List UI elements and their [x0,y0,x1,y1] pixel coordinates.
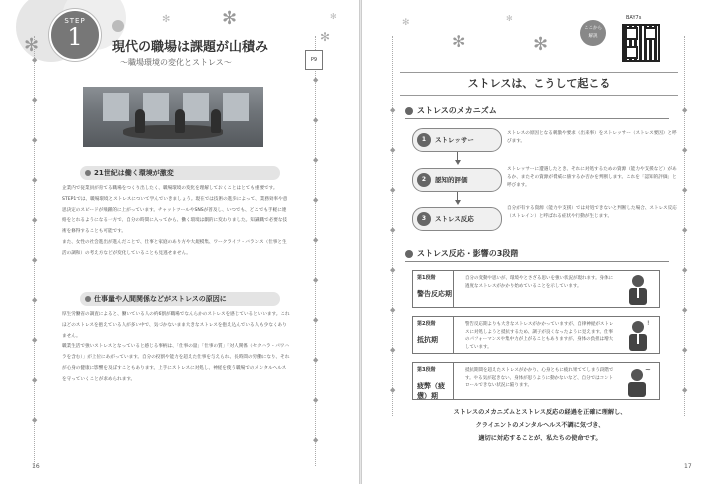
flower-icon: ✻ [452,32,466,51]
step-number: 2 [417,173,431,187]
stage-card [412,362,660,400]
step-label: ストレッサー [435,136,474,144]
page-number: 16 [32,463,40,470]
section-heading: ストレスのメカニズム [405,104,669,119]
page-title: ストレスは、こうして起こる [400,72,678,96]
businessman-figure [623,365,653,397]
step-number: 3 [417,212,431,226]
step-badge [49,9,101,61]
flower-icon: ✻ [24,35,40,56]
qr-label: BAY7s [626,15,642,21]
left-page [0,0,359,484]
step-number: 1 [67,23,83,51]
flower-icon: ✻ [222,8,238,29]
page-badge: P9 [305,50,323,70]
section-heading: 21世紀は働く環境が激変 [80,166,280,180]
mechanism-step [412,128,502,152]
svg-text:!: ! [647,320,650,327]
conclusion-line: ストレスのメカニズムとストレス反応の経過を正確に理解し、 [453,409,627,416]
step-number: 1 [417,133,431,147]
stage-desc: 警告反応期よりも大きなストレスがかかっていますが、自律神経がストレスに対処しようと抵抗するため、調子が良くなったように見えます。仕事のパフォーマンスや集中力が上がることもありますが、身体の負担は増大しています。 [465,322,614,350]
stage-num: 第1段階 [417,275,436,281]
mechanism-step [412,207,502,231]
section-heading: 仕事量や人間関係などがストレスの原因に [80,292,280,306]
mechanism-step [412,168,502,192]
down-arrow-icon [455,200,461,205]
mechanism-desc: ストレスの原因となる刺激や要求（出来事）をストレッサー（ストレス要因）と呼びます。 [507,131,677,144]
paragraph: また、女性の社会進出が進んだことで、仕事と家庭のあり方や大規模集、ワークライフ・バランス（仕事と生活の調和）の考え方などが変化していることも見逃せません。 [62,239,287,256]
step-label: STEP [64,17,86,25]
page-title: 現代の職場は課題が山積み [112,40,269,55]
down-arrow-icon [455,160,461,165]
conclusion-line: クライエントのメンタルヘルス不調に気づき、 [475,422,605,429]
flower-icon: ✻ [162,14,171,25]
decorative-vine: ◆ ◆ ◆ ◆ ◆ ◆ ◆ ◆ ◆ ◆ [34,36,45,466]
stage-name: 警告反応期 [417,290,452,298]
businessman-figure [623,273,653,305]
qr-code[interactable] [622,24,660,62]
decorative-dot [112,20,124,32]
mechanism-desc: ストレッサーに遭遇したとき、それに対処するための資源（能力や支援など）があるか、またその資源が脅威に値するか否かを判断します。これを「認知的評価」と呼びます。 [507,167,677,188]
stage-name: 疲弊（疲憊）期 [417,382,445,400]
arrow-line [457,192,458,200]
section-heading: ストレス反応・影響の3段階 [405,247,669,262]
step-label: ストレス反応 [435,215,474,223]
page-number: 17 [684,463,692,470]
svg-text:~: ~ [645,366,651,374]
businessman-figure [623,319,653,351]
conclusion [410,406,670,445]
mechanism-desc: 自分が有する資源（能力や支援）では対処できないと判断した場合、ストレス反応（ストレイン）と呼ばれる症状や行動が生じます。 [507,206,677,219]
stage-desc: 自分の変動や思いが、環境やとさざる思いを強い状況が現れます。身体に過度なストレスがかかり始めていることを示しています。 [465,276,614,289]
flower-icon: ✻ [506,14,513,23]
page-subtitle: 〜職場環境の変化とストレス〜 [120,58,232,67]
decorative-vine: ◆ ◆ ◆ ◆ ◆ ◆ ◆ ◆ [392,36,403,416]
stage-num: 第2段階 [417,321,436,327]
step-label: 認知的評価 [435,176,468,184]
flower-icon: ✻ [533,34,549,55]
office-photo [83,87,263,147]
conclusion-line: 適切に対応することが、私たちの使命です。 [478,435,602,442]
qr-tag-line2: 解説 [588,34,598,39]
stage-num: 第3段階 [417,367,436,373]
stage-desc: 抵抗期間を超えたストレスがかかり、心身ともに疲れ果ててしまう段階です。やる気が起きない、身体が思うように動かないなど、自分ではコントロールできない状況に陥ります。 [465,368,614,388]
stage-card [412,270,660,308]
qr-tag [580,20,606,46]
stage-name: 抵抗期 [417,336,438,344]
arrow-line [457,152,458,160]
paragraph: 厚生労働省の調査によると、働いている人の約6割が職場でなんらかのストレスを感じているといいます。これほどのストレスを抱えている人が多い中で、気づかないまま大きなストレスを抱え込んでいる人も少なくありません。 [62,312,290,339]
stage-card [412,316,660,354]
qr-tag-line1: ここから [584,26,602,31]
section-body [62,310,290,386]
decorative-vine: ◆ ◆ ◆ ◆ ◆ ◆ ◆ ◆ ◆ ◆ [315,36,326,466]
flower-icon: ✻ [320,30,331,44]
flower-icon: ✻ [402,18,410,28]
flower-icon: ✻ [330,12,337,21]
section-body [62,184,290,260]
decorative-vine: ◆ ◆ ◆ ◆ ◆ ◆ ◆ ◆ [684,36,695,416]
paragraph: 企業内で従業員が育てる職場をつくり出したく、職場環境の変化を理解しておくことはとても重要です。STEP1では、職場環境とストレスについて学んでいきましょう。現在では技術の進歩によって、業務効率や意思決定のスピードが飛躍的に上がっています。チャットツールやSNSが普及し、いつでも、どこでも手軽に連絡をとれるようになる一方で、自分の時間に入ってから、働く環境は劇的に変わりました。知識職で必要な技術を修得することも可能です。 [62,186,288,235]
paragraph: 職業生活で強いストレスとなっていると感じる事柄は、「仕事の量」「仕事の質」「対人関係（セクハラ・パワハラを含む）」が上位にあがっています。自分の役割や能力を超えた仕事を与えられ、長時間の労働になり、それが心身の健康に影響を及ぼすこともあります。上手にストレスに対処し、神経を使う職場でのメンタルヘルスを守っていくことが求められます。 [62,344,290,382]
